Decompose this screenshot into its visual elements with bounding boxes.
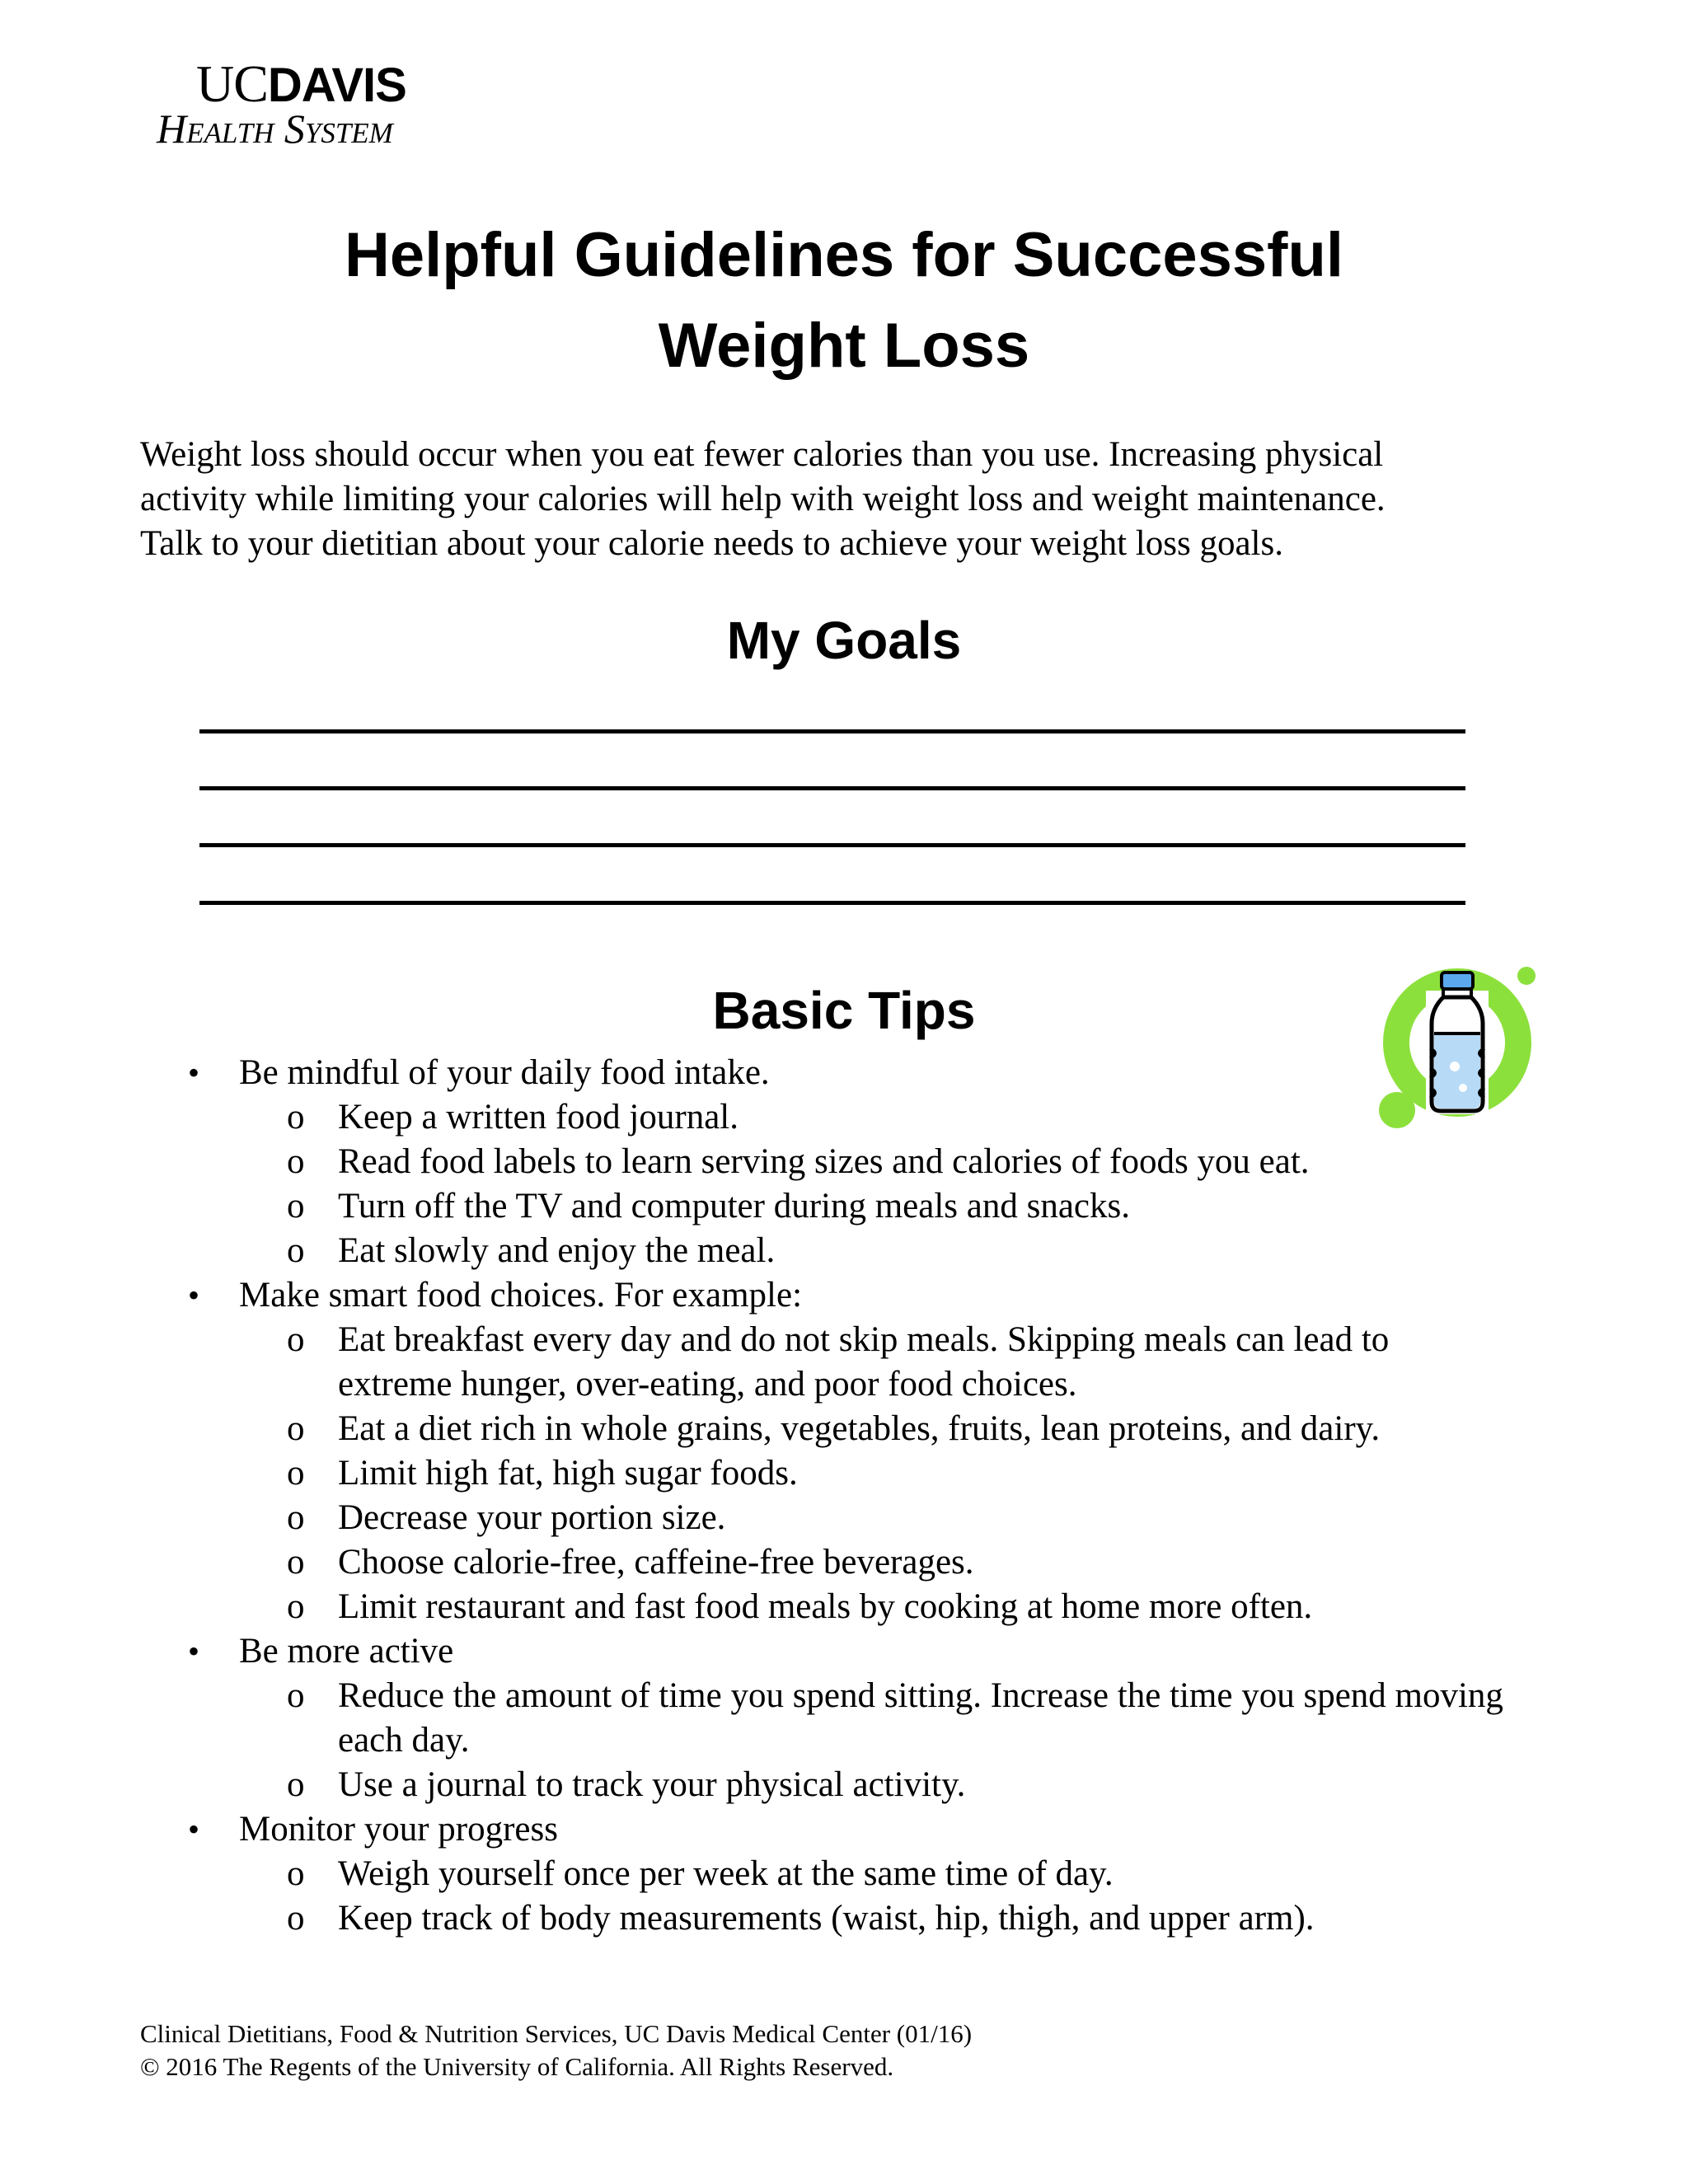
goal-write-line <box>199 843 1465 847</box>
tip-item <box>0 1540 1688 1585</box>
my-goals-heading: My Goals <box>726 611 962 670</box>
tip-item-text: Use a journal to track your physical activity. <box>338 1765 966 1804</box>
footer-credit-line: Clinical Dietitians, Food & Nutrition Services, UC Davis Medical Center (01/16) <box>140 2019 973 2048</box>
logo-uc-text: UC <box>196 54 268 113</box>
intro-line-2: activity while limiting your calories will help with weight loss and weight maintenance. <box>140 480 1386 518</box>
tip-group <box>0 1273 1688 1318</box>
tip-item-text: Eat slowly and enjoy the meal. <box>338 1231 776 1270</box>
intro-line-3: Talk to your dietitian about your calorie needs to achieve your weight loss goals. <box>140 524 1283 563</box>
sub-bullet-mark: o <box>287 1187 305 1226</box>
sub-bullet-mark: o <box>287 1676 305 1715</box>
tip-item <box>0 1585 1688 1629</box>
tip-item <box>0 1318 1688 1407</box>
page-title-line-2: Weight Loss <box>658 311 1030 381</box>
tip-item <box>0 1852 1688 1896</box>
tip-item-text: Eat a diet rich in whole grains, vegetables, fruits, lean proteins, and dairy. <box>338 1409 1381 1448</box>
tip-item <box>0 1229 1688 1273</box>
sub-bullet-mark: o <box>287 1409 305 1448</box>
tip-item-text: Limit high fat, high sugar foods. <box>338 1454 798 1493</box>
goal-write-line <box>199 901 1465 905</box>
sub-bullet-mark: o <box>287 1320 305 1359</box>
tip-item-text: Keep a written food journal. <box>338 1098 738 1137</box>
tip-item-text: Keep track of body measurements (waist, hip, thigh, and upper arm). <box>338 1899 1315 1938</box>
tip-item-text: Weigh yourself once per week at the same time of day. <box>338 1854 1114 1893</box>
sub-bullet-mark: o <box>287 1587 305 1626</box>
page-title <box>0 210 1688 391</box>
sub-bullet-mark: o <box>287 1454 305 1493</box>
tip-item <box>0 1674 1688 1763</box>
page-title-line-1: Helpful Guidelines for Successful <box>344 220 1344 290</box>
tip-item-text: Read food labels to learn serving sizes and calories of foods you eat. <box>338 1142 1310 1181</box>
tip-group-label: Make smart food choices. For example: <box>239 1276 803 1315</box>
tip-group-label: Be mindful of your daily food intake. <box>239 1053 770 1092</box>
tip-item <box>0 1140 1688 1184</box>
bullet-mark: • <box>188 1633 200 1670</box>
bullet-mark: • <box>188 1277 200 1314</box>
sub-bullet-mark: o <box>287 1765 305 1804</box>
basic-tips-list <box>0 1051 1688 1941</box>
sub-bullet-mark: o <box>287 1498 305 1537</box>
tip-item <box>0 1763 1688 1807</box>
tip-item-text: Limit restaurant and fast food meals by cooking at home more often. <box>338 1587 1313 1626</box>
tip-item-text: Eat breakfast every day and do not skip meals. Skipping meals can lead to extreme hunger, over-eating, and poor food choices. <box>338 1320 1390 1404</box>
sub-bullet-mark: o <box>287 1854 305 1893</box>
sub-bullet-mark: o <box>287 1098 305 1137</box>
tip-group-label: Be more active <box>239 1632 454 1671</box>
tip-item-text: Turn off the TV and computer during meals and snacks. <box>338 1187 1130 1226</box>
tip-item <box>0 1451 1688 1496</box>
logo-health-system-text: Health System <box>157 105 393 152</box>
basic-tips-heading: Basic Tips <box>712 981 976 1040</box>
sub-bullet-mark: o <box>287 1231 305 1270</box>
footer-copyright-line: © 2016 The Regents of the University of California. All Rights Reserved. <box>140 2052 894 2081</box>
bullet-mark: • <box>188 1054 200 1091</box>
sub-bullet-mark: o <box>287 1899 305 1938</box>
page-footer <box>140 2018 1376 2083</box>
tip-group <box>0 1807 1688 1852</box>
uc-davis-health-system-logo <box>157 51 478 154</box>
tip-item <box>0 1896 1688 1941</box>
intro-line-1: Weight loss should occur when you eat fewer calories than you use. Increasing physical <box>140 435 1384 474</box>
bullet-mark: • <box>188 1811 200 1848</box>
goal-write-line <box>199 729 1465 733</box>
tip-item <box>0 1184 1688 1229</box>
tip-group <box>0 1629 1688 1674</box>
sub-bullet-mark: o <box>287 1142 305 1181</box>
tip-group <box>0 1051 1688 1095</box>
intro-paragraph <box>140 433 1558 566</box>
tip-item-text: Reduce the amount of time you spend sitting. Increase the time you spend moving each day. <box>338 1676 1503 1760</box>
logo-davis-text: DAVIS <box>267 59 406 112</box>
tip-item <box>0 1095 1688 1140</box>
tip-item-text: Decrease your portion size. <box>338 1498 726 1537</box>
tip-group-label: Monitor your progress <box>239 1810 558 1849</box>
sub-bullet-mark: o <box>287 1543 305 1582</box>
tip-item <box>0 1407 1688 1451</box>
tip-item-text: Choose calorie-free, caffeine-free beverages. <box>338 1543 974 1582</box>
tip-item <box>0 1496 1688 1540</box>
goal-write-line <box>199 786 1465 790</box>
